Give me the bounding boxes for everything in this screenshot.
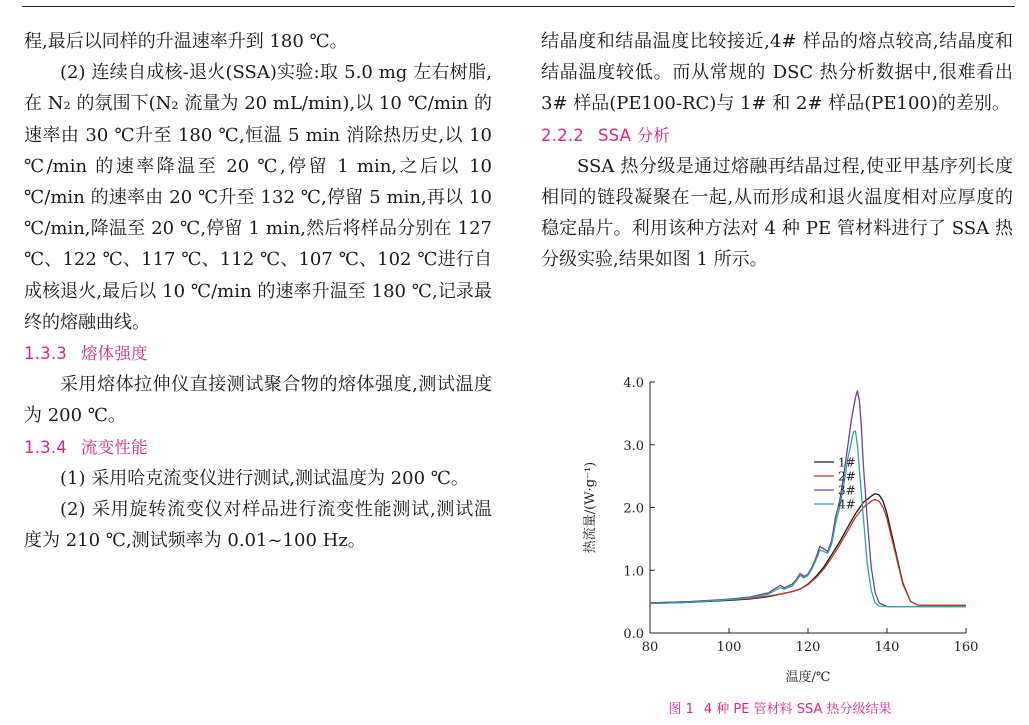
section-number: 2.2.2 [541,125,584,145]
y-tick-label: 3.0 [623,438,644,454]
section-title: 熔体强度 [80,344,148,364]
figure-number: 图 1 [668,702,694,717]
figure-caption-text: 4 种 PE 管材料 SSA 热分级结果 [703,702,892,717]
y-tick-label: 1.0 [623,564,644,580]
section-heading-2-2-2 [541,120,1013,151]
x-tick-label: 140 [874,640,900,655]
legend-label: 4# [838,497,856,512]
legend-label: 3# [838,483,856,498]
figure-1 [560,368,1000,718]
x-tick-label: 120 [795,640,821,655]
series-line-4 [650,431,966,607]
left-column [24,26,492,556]
x-axis-label: 温度/℃ [785,670,831,685]
section-number: 1.3.3 [24,344,67,364]
section-title: SSA 分析 [597,125,670,145]
section-number: 1.3.4 [24,437,67,457]
legend-label: 1# [838,455,856,470]
paragraph: (1) 采用哈克流变仪进行测试,测试温度为 200 ℃。 [60,467,469,489]
y-tick-label: 0.0 [623,627,644,642]
paragraph: 结晶度和结晶温度比较接近,4# 样品的熔点较高,结晶度和结晶温度较低。而从常规的 DSC 热分析数据中,很难看出 3# 样品(PE100-RC)与 1# 和 2# 样品(PE100)的差别。 [541,31,1013,115]
top-rule [22,6,1015,7]
y-axis-label: 热流量/(W·g⁻¹) [583,461,598,554]
x-tick-label: 80 [641,640,659,655]
section-heading-1-3-3 [24,338,492,369]
ssa-chart [560,368,1000,688]
section-title: 流变性能 [80,437,148,457]
series-line-2 [650,499,966,605]
paragraph: 采用熔体拉伸仪直接测试聚合物的熔体强度,测试温度为 200 ℃。 [24,374,492,427]
paragraph: (2) 采用旋转流变仪对样品进行流变性能测试,测试温度为 210 ℃,测试频率为 0.01~100 Hz。 [24,499,492,552]
paragraph: 程,最后以同样的升温速率升到 180 ℃。 [24,31,348,52]
section-heading-1-3-4 [24,432,492,463]
x-tick-label: 160 [953,640,979,655]
y-tick-label: 4.0 [623,376,644,391]
paragraph: (2) 连续自成核-退火(SSA)实验:取 5.0 mg 左右树脂,在 N₂ 的氛围下(N₂ 流量为 20 mL/min),以 10 ℃/min 的速率由 30 ℃升至 180 ℃,恒温 5 min 消除热历史,以 10 ℃/min 的速率降温至 20 ℃,停留 1 min,之后以 10 ℃/min 的速率由 20 ℃升至 132 ℃,停留 5 min,再以 10 ℃/min,降温至 20 ℃,停留 1 min,然后将样品分别在 127 ℃、122 ℃、117 ℃、112 ℃、107 ℃、102 ℃进行自成核退火,最后以 10 ℃/min 的速率升温至 180 ℃,记录最终的熔融曲线。 [24,62,492,333]
series-line-1 [650,494,966,606]
paragraph: SSA 热分级是通过熔融再结晶过程,使亚甲基序列长度相同的链段凝聚在一起,从而形成和退火温度相对应厚度的稳定晶片。利用该种方法对 4 种 PE 管材料进行了 SSA 热分级实验,结果如图 1 所示。 [541,155,1013,271]
right-column [541,26,1013,276]
x-tick-label: 100 [716,640,742,655]
y-tick-label: 2.0 [623,501,644,517]
legend-label: 2# [838,469,856,484]
figure-caption [560,698,1000,717]
